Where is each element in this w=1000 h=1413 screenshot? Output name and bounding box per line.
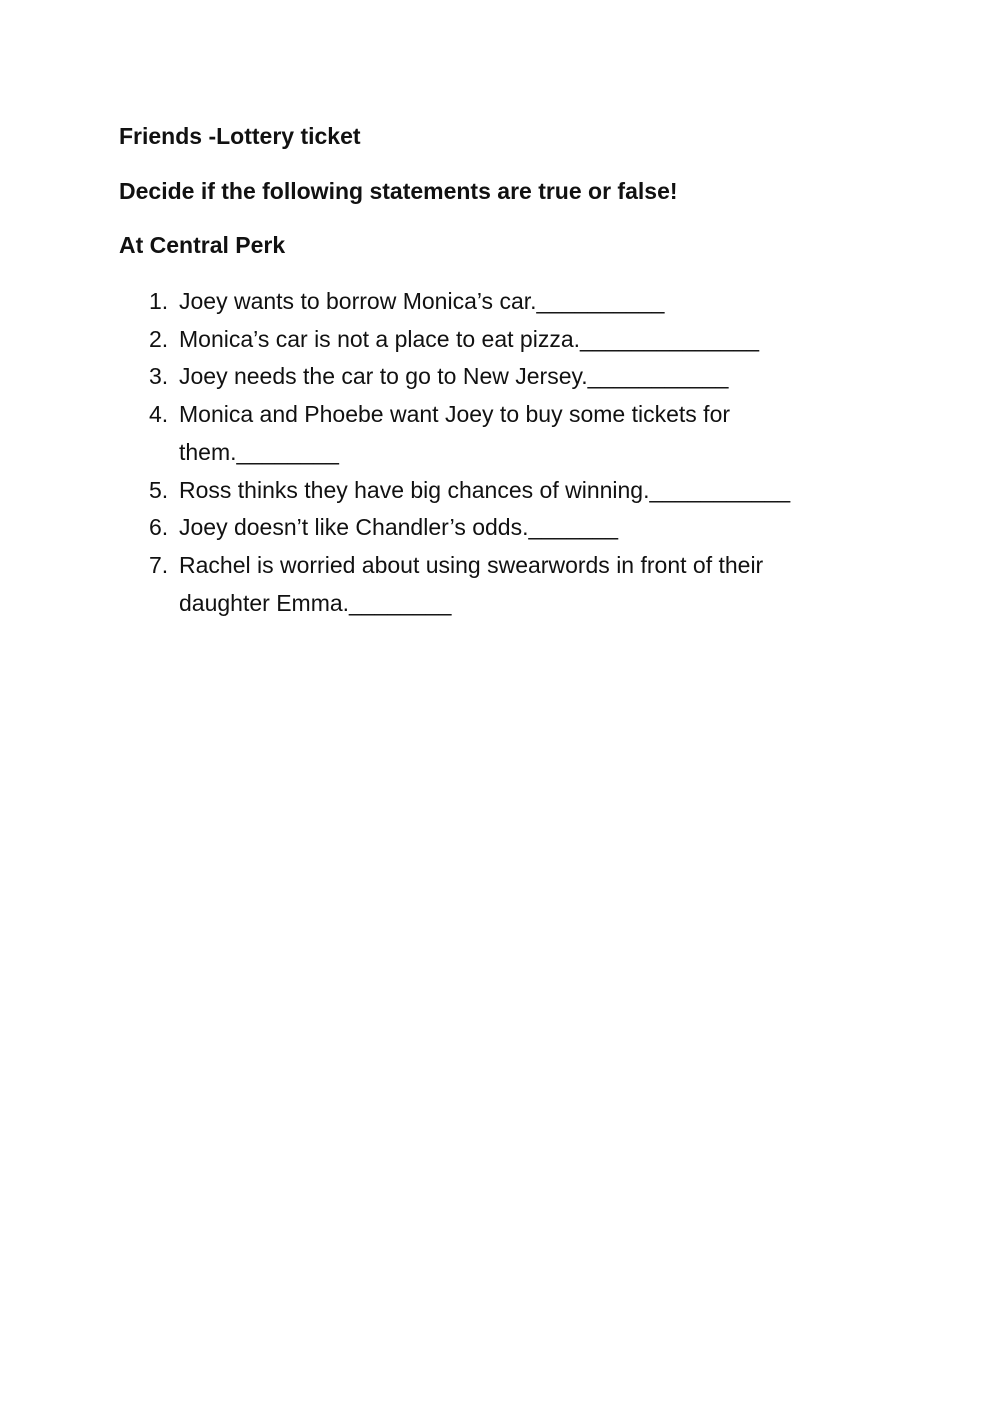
statement-list: [119, 283, 839, 622]
statement-item: [119, 547, 839, 622]
statement-number: 1.: [149, 288, 169, 314]
instructions: Decide if the following statements are true or false!: [119, 178, 678, 204]
statement-text: Ross thinks they have big chances of winning.___________: [179, 476, 791, 503]
statement-text: Monica’s car is not a place to eat pizza.______________: [179, 325, 760, 352]
statement-text-continuation: daughter Emma.________: [179, 589, 452, 616]
statement-text: Joey needs the car to go to New Jersey.___________: [179, 363, 729, 390]
statement-item: [119, 283, 839, 321]
statement-number: 7.: [149, 551, 169, 578]
statement-text: Monica and Phoebe want Joey to buy some tickets for: [179, 401, 731, 428]
statement-item: [119, 472, 839, 510]
statement-number: 3.: [149, 363, 169, 390]
statement-text: Rachel is worried about using swearwords in front of their: [179, 551, 764, 578]
section-heading: At Central Perk: [119, 232, 286, 258]
worksheet-title: Friends -Lottery ticket: [119, 123, 361, 149]
statement-number: 2.: [149, 325, 169, 352]
statement-number: 6.: [149, 514, 169, 541]
statement-text-continuation: them.________: [179, 438, 339, 465]
statement-item: [119, 321, 839, 359]
statement-item: [119, 509, 839, 547]
statement-text: Joey wants to borrow Monica’s car.__________: [179, 288, 665, 314]
statement-item: [119, 358, 839, 396]
statement-number: 4.: [149, 401, 169, 428]
statement-text: Joey doesn’t like Chandler’s odds._______: [179, 514, 619, 541]
statement-number: 5.: [149, 476, 169, 503]
statement-item: [119, 396, 839, 471]
